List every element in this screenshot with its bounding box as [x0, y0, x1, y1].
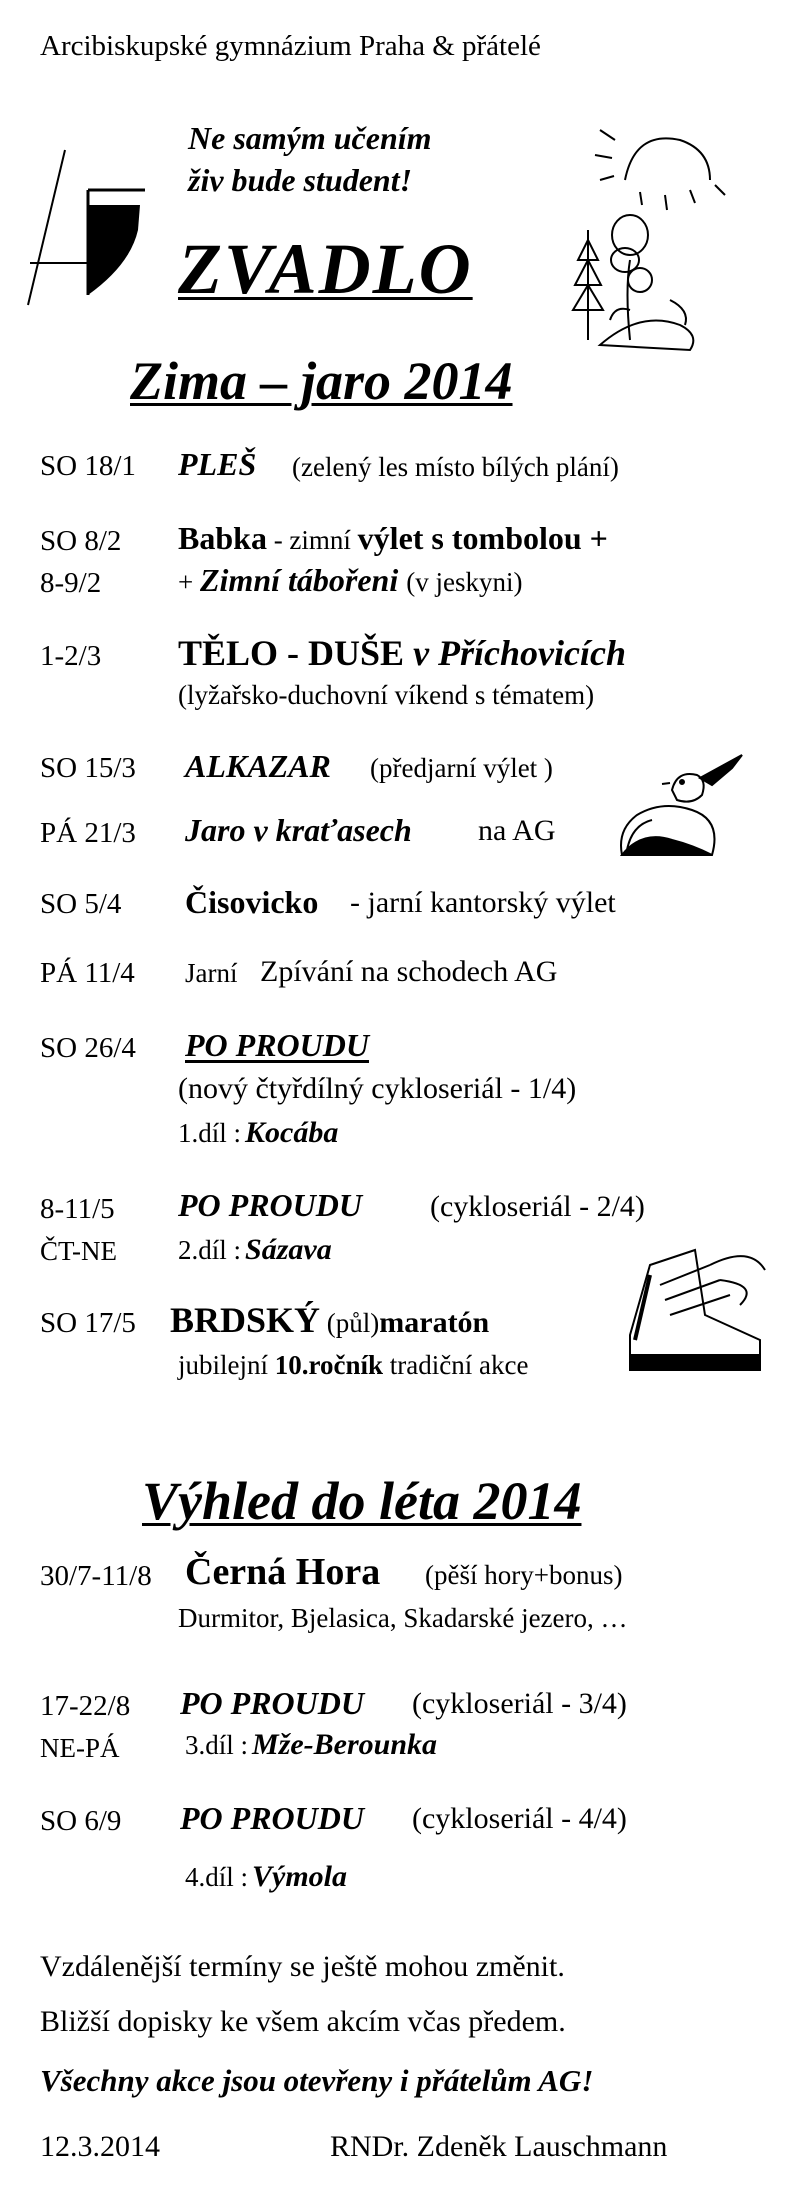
summer-part-line — [185, 1728, 437, 1762]
summer-part-name: Mže-Berounka — [252, 1728, 438, 1761]
footer-author: RNDr. Zdeněk Lauschmann — [330, 2130, 668, 2163]
summer-date-2: NE-PÁ — [40, 1733, 120, 1763]
event-part-name: Kocába — [245, 1116, 339, 1149]
event-title: PLEŠ — [178, 446, 257, 482]
closing-line: Všechny akce jsou otevřeny i přátelům AG! — [40, 2063, 594, 2098]
event-line-2 — [178, 562, 522, 599]
note-line-2: Bližší dopisky ke všem akcím včas předem. — [40, 2005, 566, 2038]
event-title: Jaro v kraťasech — [185, 812, 412, 848]
event-date: SO 18/1 — [40, 450, 136, 482]
event-title: PO PROUDU — [178, 1187, 362, 1223]
event-date-2: ČT-NE — [40, 1236, 118, 1266]
section-title-summer: Výhled do léta 2014 — [142, 1471, 582, 1531]
summer-title: PO PROUDU — [180, 1800, 364, 1836]
summer-part-line — [185, 1860, 347, 1894]
event-title: Čisovicko — [185, 884, 319, 920]
event-desc: (cykloseriál - 2/4) — [430, 1190, 645, 1223]
hiking-boot-icon — [620, 1245, 770, 1380]
event-part-line — [178, 1233, 332, 1267]
event-desc-b: maratón — [379, 1306, 490, 1339]
event-line — [170, 1299, 489, 1341]
event-line-2: (nový čtyřdílný cykloseriál - 1/4) — [178, 1072, 577, 1105]
event-title: ALKAZAR — [185, 748, 331, 784]
event-desc: - jarní kantorský výlet — [350, 886, 616, 919]
event-desc: (zelený les místo bílých plání) — [292, 452, 619, 482]
bird-on-rock-icon — [612, 750, 752, 860]
event-title: PO PROUDU — [185, 1027, 369, 1063]
event-date: SO 17/5 — [40, 1307, 136, 1339]
event-title: Babka — [178, 520, 267, 556]
event-line2c: (v jeskyni) — [406, 567, 523, 597]
summer-part: 3.díl : — [185, 1730, 249, 1760]
event-date-2: 8-9/2 — [40, 567, 102, 599]
event-mid: - zimní — [266, 525, 358, 555]
event-mid: v — [413, 633, 430, 673]
event-line2b: 10.ročník — [274, 1350, 384, 1380]
event-part: 1.díl : — [178, 1118, 242, 1148]
motto-line-2: živ bude student! — [188, 162, 413, 198]
summer-title: Černá Hora — [185, 1551, 381, 1593]
event-part-name: Sázava — [245, 1233, 332, 1266]
summer-desc: (cykloseriál - 4/4) — [412, 1802, 627, 1835]
summer-date: 30/7-11/8 — [40, 1560, 152, 1592]
event-line2a: + — [178, 567, 200, 597]
event-line — [178, 632, 626, 674]
ag-logo-icon — [20, 145, 150, 315]
event-desc-a: (půl) — [320, 1308, 380, 1338]
event-line-2 — [178, 1350, 528, 1381]
event-title: BRDSKÝ — [170, 1300, 321, 1340]
event-date: SO 5/4 — [40, 888, 122, 920]
summer-part-name: Výmola — [252, 1860, 348, 1893]
event-desc: Zpívání na schodech AG — [260, 955, 558, 988]
event-date: 8-11/5 — [40, 1193, 115, 1225]
event-part: 2.díl : — [178, 1235, 242, 1265]
summer-title: PO PROUDU — [180, 1685, 364, 1721]
event-date: SO 26/4 — [40, 1032, 136, 1064]
summer-date: 17-22/8 — [40, 1690, 131, 1722]
motto-line-1: Ne samým učením — [188, 120, 432, 156]
event-date: PÁ 21/3 — [40, 817, 136, 849]
event-line2a: jubilejní — [178, 1350, 275, 1380]
event-pre: Jarní — [185, 958, 238, 988]
event-desc: (předjarní výlet ) — [370, 753, 553, 783]
event-part-line — [178, 1116, 338, 1150]
event-line2b: Zimní tábořeni — [199, 562, 399, 598]
summer-desc: (pěší hory+bonus) — [425, 1560, 623, 1590]
event-title-2: výlet s tombolou + — [357, 520, 608, 556]
summer-line-2: Durmitor, Bjelasica, Skadarské jezero, … — [178, 1603, 628, 1633]
event-date: 1-2/3 — [40, 640, 102, 672]
event-line-2: (lyžařsko-duchovní víkend s tématem) — [178, 680, 595, 710]
section-title-winter-spring: Zima – jaro 2014 — [130, 351, 513, 411]
event-line — [178, 520, 608, 557]
footer-date: 12.3.2014 — [40, 2130, 160, 2163]
event-date: PÁ 11/4 — [40, 957, 135, 989]
event-title: TĚLO - DUŠE — [178, 633, 405, 673]
summer-desc: (cykloseriál - 3/4) — [412, 1687, 627, 1720]
note-line-1: Vzdálenější termíny se ještě mohou změnit. — [40, 1950, 565, 1983]
event-date: SO 8/2 — [40, 525, 122, 557]
event-line2c: tradiční akce — [383, 1350, 529, 1380]
sun-tree-drawing-icon — [570, 110, 760, 360]
event-date: SO 15/3 — [40, 752, 136, 784]
page-title: ZVADLO — [178, 229, 473, 309]
event-place: Příchovicích — [438, 633, 627, 673]
event-desc: na AG — [478, 814, 556, 847]
summer-part: 4.díl : — [185, 1862, 249, 1892]
header: Arcibiskupské gymnázium Praha & přátelé — [40, 30, 541, 62]
summer-date: SO 6/9 — [40, 1805, 122, 1837]
